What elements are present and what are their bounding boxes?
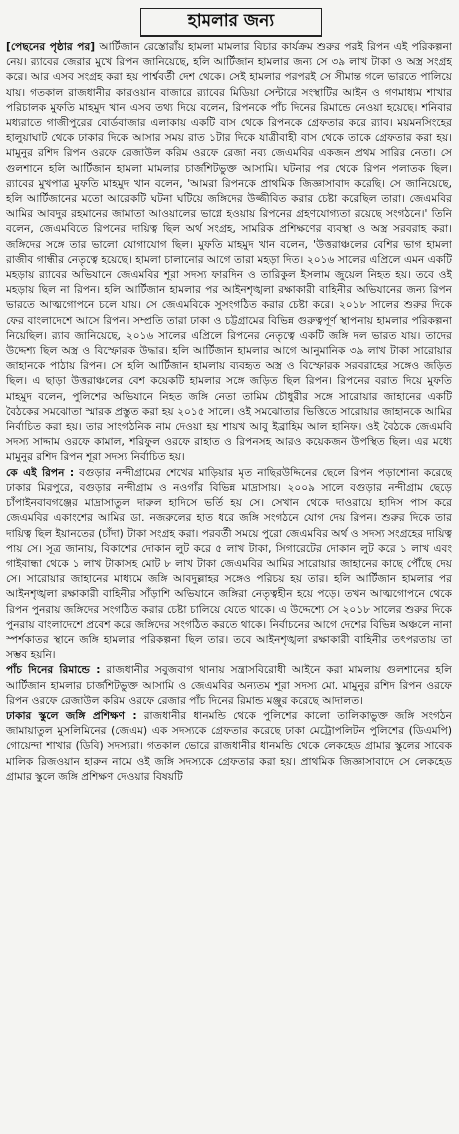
paragraph-2-text: বগুড়ার নন্দীগ্রামের শেখের মাড়িয়ার মৃত নাছিরউদ্দিনের ছেলে রিপন পড়াশোনা করেছে ঢাকার মিরপুরে, বগুড়ার নন্দীগ্রাম ও নওগাঁর বিভিন্ন মাদ্রাসায়। ২০০৯ সালে বগুড়ার নন্দীগ্রাম ছেড়ে চাঁপাইনবাবগঞ্জের মাদ্রাসাতুল দারুল হাদিসে ভর্তি হয় সে। সেখান থেকে দাওরায়ে হাদিস পাস করে জেএমবির একাংশের আমির ডা. নজরুলের হাত ধরে জঙ্গি সংগঠনে যোগ দেয় রিপন। শুরুর দিকে তার দায়িত্ব ছিল ইয়ানতের (চাঁদা) টাকা সংগ্রহ করা। পরবর্তী সময়ে পুরো জেএমবির অর্থ ও সদস্য সংগ্রহের দায়িত্ব পায় সে। সূত্র জানায়, বিকাশের দোকান লুট করে ৫ লাখ টাকা, সিগারেটের দোকান লুট করে ১ লাখ এবং গাইবান্ধা থেকে ১ লাখ টাকাসহ মোট ৮ লাখ টাকা জেএমবির আমির সারোয়ার জাহানের কাছে পৌঁছে দেয় সে। সারোয়ার জাহানের মাধ্যমে জঙ্গি আবদুল্লাহর সঙ্গেও পরিচয় হয় তার। হলি আর্টিজান হামলার পর আইনশৃঙ্খলা রক্ষাকারী বাহিনীর সাঁড়াশি অভিযানে জঙ্গিরা নেতৃত্বহীন হয়ে পড়ে। তখন আত্মগোপনে থেকে রিপন পুনরায় জঙ্গিদের সংগঠিত করার চেষ্টা চালিয়ে যেতে থাকে। এ উদ্দেশ্যে সে ২০১৮ সালের শুরুর দিকে পুনরায় বাংলাদেশে প্রবেশ করে জঙ্গিদের সংগঠিত করতে থাকে। নির্বাচনের আগে দেশের বিভিন্ন অঞ্চলে নানা স্পর্শকাতর স্থানে জঙ্গি হামলার পরিকল্পনা ছিল তার। তবে আইনশৃঙ্খলা রক্ষাকারী বাহিনীর তৎপরতায় তা সম্ভব হয়নি। (6, 466, 452, 662)
paragraph-4-text: রাজধানীর ধানমন্ডি থেকে পুলিশের কালো তালিকাভুক্ত জঙ্গি সংগঠন জামায়াতুল মুসলিমিনের (জেএম) এক সদস্যকে গ্রেফতার করেছে ঢাকা মেট্রোপলিটন পুলিশের (ডিএমপি) গোয়েন্দা শাখার (ডিবি) সদস্যরা। গতকাল ভোরে রাজধানীর ধানমন্ডি থেকে লেকহেড গ্রামার স্কুলের সাবেক মালিক রিজওয়ান হারুন নামে ওই জঙ্গি সদস্যকে গ্রেফতার করা হয়। প্রাথমিক জিজ্ঞাসাবাদে সে লেকহেড গ্রামার স্কুলে জঙ্গি প্রশিক্ষণ দেওয়ার বিষয়টি (6, 709, 452, 783)
paragraph-2-lead: কে এই রিপন : (6, 466, 75, 479)
article-body (6, 40, 452, 1132)
paragraph-2 (6, 466, 452, 664)
paragraph-3 (6, 663, 452, 709)
paragraph-3-lead: পাঁচ দিনের রিমান্ডে : (6, 664, 101, 677)
paragraph-4 (6, 709, 452, 785)
paragraph-1-text: আর্টিজান রেস্তোরাঁয় হামলা মামলার বিচার কার্যক্রম শুরুর পরই রিপন এই পরিকল্পনা নেয়। র‍্যাবের জেরার মুখে রিপন জানিয়েছে, হলি আর্টিজান হামলার জন্য সে ৩৯ লাখ টাকা ও অস্ত্র সংগ্রহ করে। আর এসব সংগ্রহ করা হয় পার্শ্ববর্তী দেশ থেকে। সেই হামলার পরপরই সে সীমান্ত গলে ভারতে পালিয়ে যায়। গতকাল রাজধানীর কারওয়ান বাজারে র‍্যাবের মিডিয়া সেন্টারে সংস্থাটির আইন ও গণমাধ্যম শাখার পরিচালক মুফতি মাহমুদ খান এসব তথ্য দিয়ে বলেন, রিপনকে পাঁচ দিনের রিমান্ডে নেওয়া হয়েছে। শনিবার মধ্যরাতে গাজীপুরের বোর্ডবাজার এলাকায় একটি বাস থেকে রিপনকে গ্রেফতার করে র‍্যাব। ময়মনসিংহের হালুয়াঘাট থেকে ঢাকার দিকে আসার সময় রাত ১টার দিকে যাত্রীবাহী বাস থেকে তাকে গ্রেফতার করা হয়। মামুনুর রশিদ রিপন ওরফে রেজাউল করিম ওরফে রেজা নব্য জেএমবির একজন প্রথম সারির নেতা। সে গুলশানে হলি আর্টিজান হামলা মামলার চার্জশিটভুক্ত আসামি। ঘটনার পর থেকে রিপন পলাতক ছিল। র‍্যাবের মুখপাত্র মুফতি মাহমুদ খান বলেন, 'আমরা রিপনকে প্রাথমিক জিজ্ঞাসাবাদ করেছি। সে জানিয়েছে, হলি আর্টিজানের মতো আরেকটি ঘটনা ঘটিয়ে জঙ্গিদের উজ্জীবিত করার চেষ্টা করেছিল তারা। জেএমবির আমির আবদুর রহমানের জামাতা আওয়ালের ভাগ্নে হওয়ায় রিপনের গ্রহণযোগ্যতা রয়েছে সংগঠনে।' তিনি বলেন, জেএমবিতে রিপনের দায়িত্ব ছিল অর্থ সংগ্রহ, সামরিক প্রশিক্ষণের ব্যবস্থা ও অস্ত্র সরবরাহ করা। জঙ্গিদের সঙ্গে তার ভালো যোগাযোগ ছিল। মুফতি মাহমুদ খান বলেন, 'উত্তরাঞ্চলের বেশির ভাগ হামলা রাজীব গান্ধীর নেতৃত্বে হয়েছে। হামলা চালানোর আগে তারা মহড়া দিত। ২০১৬ সালের এপ্রিলে এমন একটি মহড়ায় র‍্যাবের অভিযানে জেএমবির শূরা সদস্য ফারদিন ও তারিকুল ইসলাম জুয়েল নিহত হয়। তবে ওই মহড়ায় ছিল না রিপন। হলি আর্টিজান হামলার পর আইনশৃঙ্খলা রক্ষাকারী বাহিনীর অভিযানের জন্য রিপন ভারতে আত্মগোপনে চলে যায়। সে জেএমবিকে সুসংগঠিত করার চেষ্টা করে। ২০১৮ সালের শুরুর দিকে ফের বাংলাদেশে আসে রিপন। সম্প্রতি তারা ঢাকা ও চট্টগ্রামের বিভিন্ন গুরুত্বপূর্ণ স্থাপনায় হামলার পরিকল্পনা নিয়েছিল। র‍্যাব জানিয়েছে, ২০১৬ সালের এপ্রিলে রিপনের নেতৃত্বে একটি জঙ্গি দল ভারত যায়। তাদের উদ্দেশ্য ছিল অস্ত্র ও বিস্ফোরক উদ্ধার। হলি আর্টিজান হামলার আগে আনুমানিক ৩৯ লাখ টাকা সারোয়ার জাহানকে পাঠায় রিপন। সে হলি আর্টিজান হামলায় ব্যবহৃত অস্ত্র ও বিস্ফোরক সরবরাহের সঙ্গেও জড়িত ছিল। এ ছাড়া উত্তরাঞ্চলের বেশ কয়েকটি হামলার সঙ্গে জড়িত ছিল রিপন। রিপনের বরাত দিয়ে মুফতি মাহমুদ বলেন, পুলিশের অভিযানে নিহত জঙ্গি নেতা তামিম চৌধুরীর সঙ্গে সারোয়ার জাহানের একটি বৈঠকের সমঝোতা স্মারক প্রস্তুত করা হয় ২০১৫ সালে। ওই সমঝোতার ভিত্তিতে সারোয়ার জাহানকে আমির নির্বাচিত করা হয়। তার সাংগঠনিক নাম দেওয়া হয় শায়খ আবু ইব্রাহিম আল হানিফ। ওই বৈঠকে জেএমবি সদস্য সাদ্দাম ওরফে কামাল, শরিফুল ওরফে রাহাত ও রিপনসহ আরও কয়েকজন উপস্থিত ছিল। এর মধ্যে মামুনুর রশিদ রিপন শূরা সদস্য নির্বাচিত হয়। (6, 41, 452, 464)
top-strip (0, 0, 459, 6)
headline-box (140, 8, 322, 37)
paragraph-4-lead: ঢাকার স্কুলে জঙ্গি প্রশিক্ষণ : (6, 709, 137, 722)
paragraph-3-text: রাজধানীর সবুজবাগ থানায় সন্ত্রাসবিরোধী আইনে করা মামলায় গুলশানের হলি আর্টিজান হামলার চার্জশিটভুক্ত আসামি ও জেএমবির অন্যতম শূরা সদস্য মো. মামুনুর রশিদ রিপন ওরফে রিপন ওরফে রেজাউল করিম ওরফে রেজার পাঁচ দিনের রিমান্ড মঞ্জুর করেছে আদালত। (6, 664, 452, 707)
paragraph-1-lead: [পেছনের পৃষ্ঠার পর] (6, 41, 96, 53)
headline: হামলার জন্য (187, 11, 275, 31)
paragraph-1 (6, 40, 452, 466)
